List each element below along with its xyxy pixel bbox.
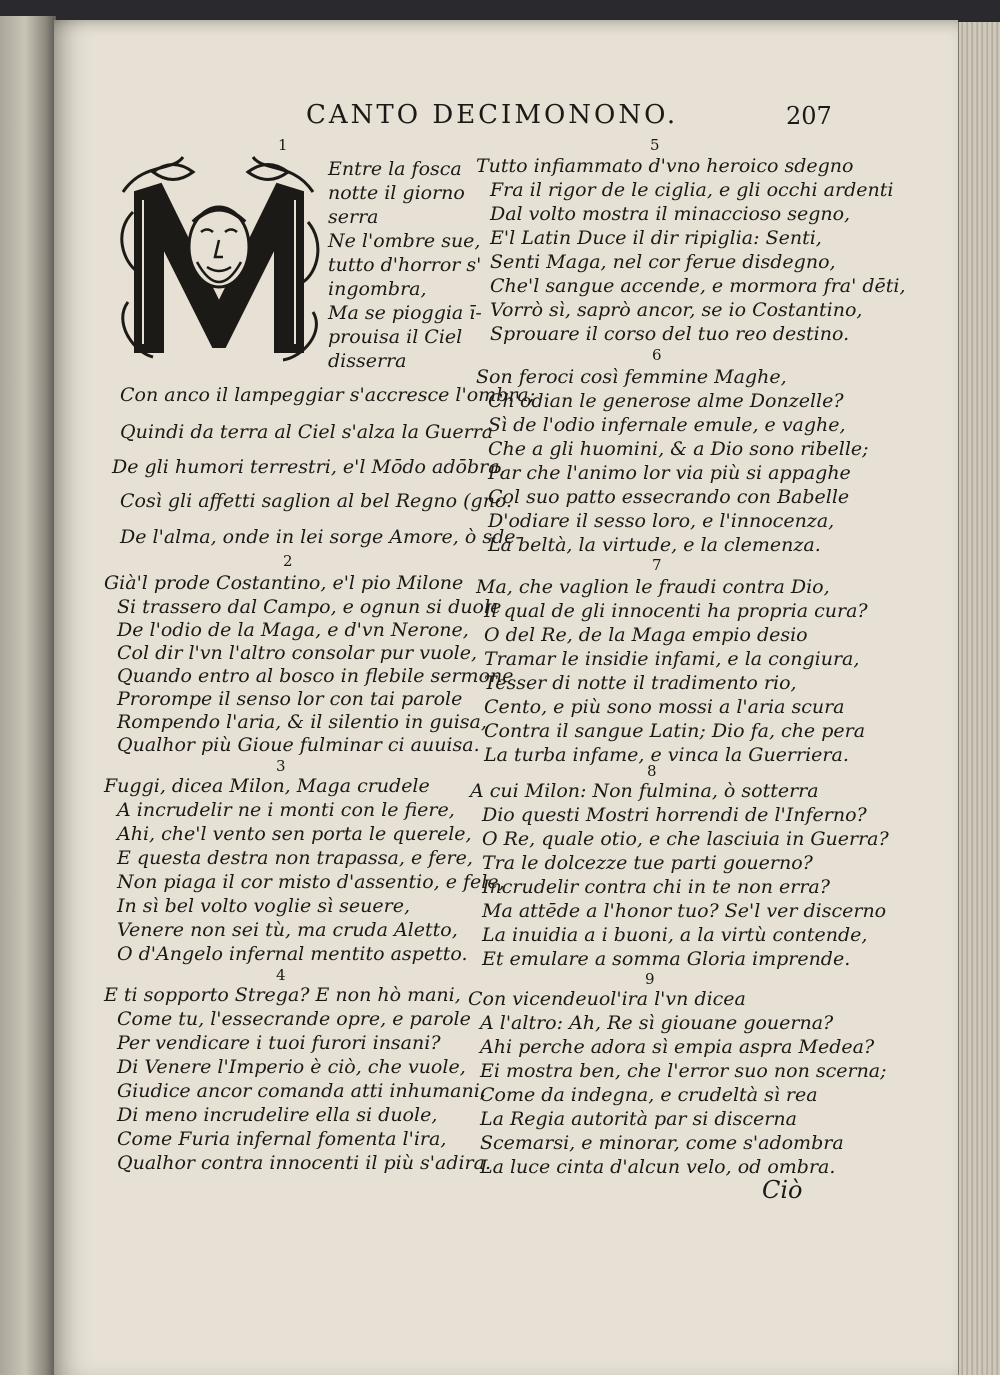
verse-line: La luce cinta d'alcun velo, od ombra. bbox=[480, 1156, 836, 1178]
verse-line: Fuggi, dicea Milon, Maga crudele bbox=[104, 775, 430, 797]
verse-line: Ne l'ombre sue, bbox=[328, 230, 481, 252]
verse-line: Dio questi Mostri horrendi de l'Inferno? bbox=[482, 804, 867, 826]
stanza-number: 6 bbox=[652, 346, 662, 364]
verse-line: Ahi perche adora sì empia aspra Medea? bbox=[480, 1036, 875, 1058]
verse-line: Ma attēde a l'honor tuo? Se'l ver discerno bbox=[482, 900, 887, 922]
verse-line: Ei mostra ben, che l'error suo non scerna; bbox=[480, 1060, 887, 1082]
verse-line: Scemarsi, e minorar, come s'adombra bbox=[480, 1132, 844, 1154]
verse-line: Contra il sangue Latin; Dio fa, che pera bbox=[484, 720, 866, 742]
verse-line: A incrudelir ne i monti con le fiere, bbox=[117, 799, 455, 821]
verse-line: Che'l sangue accende, e mormora fra' dēti, bbox=[490, 275, 906, 297]
verse-line: Tramar le insidie infami, e la congiura, bbox=[484, 648, 860, 670]
verse-line: La turba infame, e vinca la Guerriera. bbox=[484, 744, 849, 766]
verse-line: notte il giorno bbox=[328, 182, 465, 204]
verse-line: Entre la fosca bbox=[328, 158, 462, 180]
verse-line: Par che l'animo lor via più si appaghe bbox=[488, 462, 851, 484]
stanza-number: 1 bbox=[278, 136, 288, 154]
verse-line: Rompendo l'aria, & il silentio in guisa, bbox=[117, 711, 487, 733]
verse-line: serra bbox=[328, 206, 379, 228]
verse-line: La Regia autorità par si discerna bbox=[480, 1108, 797, 1130]
verse-line: Come Furia infernal fomenta l'ira, bbox=[117, 1128, 447, 1150]
verse-line: La beltà, la virtude, e la clemenza. bbox=[488, 534, 821, 556]
verse-line: La inuidia a i buoni, a la virtù contende, bbox=[482, 924, 868, 946]
verse-line: Sprouare il corso del tuo reo destino. bbox=[490, 323, 850, 345]
verse-line: Senti Maga, nel cor ferue disdegno, bbox=[490, 251, 836, 273]
verse-line: Si trassero dal Campo, e ognun si duole bbox=[117, 596, 502, 618]
verse-line: A l'altro: Ah, Re sì giouane gouerna? bbox=[480, 1012, 834, 1034]
verse-line: Con anco il lampeggiar s'accresce l'ombra; bbox=[120, 384, 536, 406]
verse-line: Ma, che vaglion le fraudi contra Dio, bbox=[476, 576, 830, 598]
verse-line: Così gli affetti saglion al bel Regno (gno. bbox=[120, 490, 513, 512]
verse-line: Ahi, che'l vento sen porta le querele, bbox=[117, 823, 472, 845]
verse-line: Non piaga il cor misto d'assentio, e fele, bbox=[117, 871, 505, 893]
stanza-number: 5 bbox=[650, 136, 660, 154]
stanza-number: 9 bbox=[645, 970, 655, 988]
verse-line: E ti sopporto Strega? E non hò mani, bbox=[104, 984, 461, 1006]
stanza-number: 7 bbox=[652, 556, 662, 574]
verse-line: Con vicendeuol'ira l'vn dicea bbox=[468, 988, 746, 1010]
verse-line: Giudice ancor comanda atti inhumani, bbox=[117, 1080, 486, 1102]
verse-line: E questa destra non trapassa, e fere, bbox=[117, 847, 473, 869]
verse-line: A cui Milon: Non fulmina, ò sotterra bbox=[470, 780, 819, 802]
verse-line: Vorrò sì, saprò ancor, se io Costantino, bbox=[490, 299, 863, 321]
verse-line: Il qual de gli innocenti ha propria cura? bbox=[484, 600, 868, 622]
page-number: 207 bbox=[786, 102, 832, 130]
verse-line: Venere non sei tù, ma cruda Aletto, bbox=[117, 919, 458, 941]
verse-line: prouisa il Ciel bbox=[328, 326, 463, 348]
verse-line: Tutto infiammato d'vno heroico sdegno bbox=[476, 155, 854, 177]
verse-line: Fra il rigor de le ciglia, e gli occhi ardenti bbox=[490, 179, 894, 201]
verse-line: O d'Angelo infernal mentito aspetto. bbox=[117, 943, 468, 965]
verse-line: Col suo patto essecrando con Babelle bbox=[488, 486, 850, 508]
verse-line: Quindi da terra al Ciel s'alza la Guerra bbox=[120, 421, 494, 443]
catchword: Ciò bbox=[762, 1176, 803, 1204]
verse-line: ingombra, bbox=[328, 278, 427, 300]
verse-line: Col dir l'vn l'altro consolar pur vuole, bbox=[117, 642, 477, 664]
dark-background bbox=[0, 0, 1000, 22]
running-title: CANTO DECIMONONO. bbox=[306, 100, 679, 130]
verse-line: Come da indegna, e crudeltà sì rea bbox=[480, 1084, 818, 1106]
verse-line: Di Venere l'Imperio è ciò, che vuole, bbox=[117, 1056, 466, 1078]
verse-line: Incrudelir contra chi in te non erra? bbox=[482, 876, 830, 898]
verse-line: Che a gli huomini, & a Dio sono ribelle; bbox=[488, 438, 869, 460]
verse-line: D'odiare il sesso loro, e l'innocenza, bbox=[488, 510, 835, 532]
verse-line: Dal volto mostra il minacciosо segno, bbox=[490, 203, 851, 225]
verse-line: Qualhor contra innocenti il più s'adira. bbox=[117, 1152, 491, 1174]
verse-line: Ch'odian le generose alme Donzelle? bbox=[488, 390, 844, 412]
verse-line: In sì bel volto voglie sì seuere, bbox=[117, 895, 411, 917]
verse-line: O del Re, de la Maga empio desio bbox=[484, 624, 808, 646]
verse-line: Di meno incrudelire ella si duole, bbox=[117, 1104, 438, 1126]
verse-line: Già'l prode Costantino, e'l pio Milone bbox=[104, 572, 464, 594]
verse-line: Quando entro al bosco in flebile sermone bbox=[117, 665, 514, 687]
verse-line: disserra bbox=[328, 350, 407, 372]
decorated-initial-m-icon bbox=[113, 152, 325, 366]
facing-page-edge bbox=[0, 16, 56, 1375]
verse-line: Per vendicare i tuoi furori insani? bbox=[117, 1032, 441, 1054]
verse-line: Son feroci così femmine Maghe, bbox=[476, 366, 787, 388]
verse-line: De l'alma, onde in lei sorge Amore, ò sde- bbox=[120, 526, 522, 548]
verse-line: Sì de l'odio infernale emule, e vaghe, bbox=[488, 414, 846, 436]
verse-line: O Re, quale otio, e che lasciuia in Guerra? bbox=[482, 828, 889, 850]
verse-line: Qualhor più Gioue fulminar ci auuisa. bbox=[117, 734, 480, 756]
verse-line: Come tu, l'essecrande opre, e parole bbox=[117, 1008, 471, 1030]
verse-line: De gli humori terrestri, e'l Mōdo adōbra, bbox=[112, 456, 506, 478]
stanza-number: 2 bbox=[283, 552, 293, 570]
verse-line: Prorompe il senso lor con tai parole bbox=[117, 688, 463, 710]
verse-line: E'l Latin Duce il dir ripiglia: Senti, bbox=[490, 227, 822, 249]
verse-line: Et emulare a somma Gloria imprende. bbox=[482, 948, 851, 970]
verse-line: tutto d'horror s' bbox=[328, 254, 482, 276]
stanza-number: 3 bbox=[276, 757, 286, 775]
stanza-number: 8 bbox=[647, 762, 657, 780]
verse-line: Ma se pioggia ī- bbox=[328, 302, 482, 324]
page-block-edges bbox=[958, 22, 1000, 1375]
stanza-number: 4 bbox=[276, 966, 286, 984]
verse-line: Tesser di notte il tradimento rio, bbox=[484, 672, 797, 694]
verse-line: De l'odio de la Maga, e d'vn Nerone, bbox=[117, 619, 469, 641]
verse-line: Tra le dolcezze tue parti gouerno? bbox=[482, 852, 813, 874]
verse-line: Cento, e più sono mossi a l'aria scura bbox=[484, 696, 845, 718]
